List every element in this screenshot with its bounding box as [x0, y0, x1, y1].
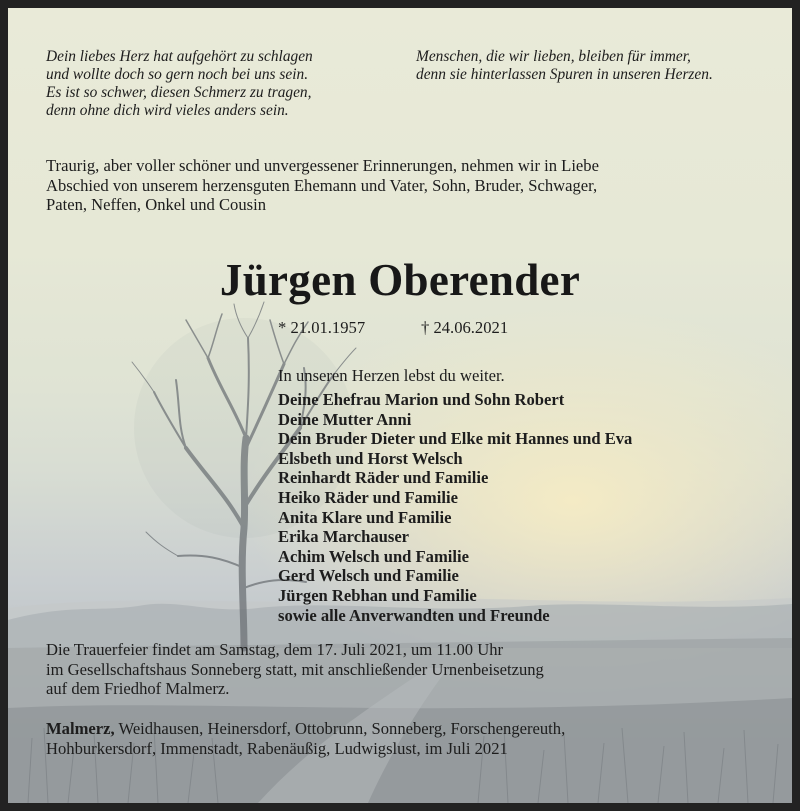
intro-text	[46, 156, 766, 215]
poem-left	[46, 48, 313, 120]
funeral-service-info	[46, 640, 544, 699]
service-line: im Gesellschaftshaus Sonneberg statt, mit anschließender Urnenbeisetzung	[46, 659, 544, 679]
poem-left-line: denn ohne dich wird vieles anders sein.	[46, 102, 289, 119]
poem-left-line: Es ist so schwer, diesen Schmerz zu tragen,	[46, 84, 312, 101]
poem-left-line: und wollte doch so gern noch bei uns sein.	[46, 66, 309, 83]
intro-line: Traurig, aber voller schöner und unvergessener Erinnerungen, nehmen wir in Liebe	[46, 156, 599, 175]
mourner-entry: Reinhardt Räder und Familie	[278, 468, 489, 488]
service-line: auf dem Friedhof Malmerz.	[46, 679, 230, 698]
poem-right-line: denn sie hinterlassen Spuren in unseren Herzen.	[416, 66, 713, 83]
places-and-date	[46, 719, 565, 758]
deceased-name: Jürgen Oberender	[219, 255, 581, 305]
mourner-entry: Achim Welsch und Familie	[278, 546, 469, 566]
death-date: † 24.06.2021	[421, 318, 509, 337]
places-line-1	[46, 719, 565, 739]
intro-line: Abschied von unserem herzensguten Ehemann und Vater, Sohn, Bruder, Schwager,	[46, 175, 598, 195]
birth-date: * 21.01.1957	[278, 318, 366, 337]
poem-right-line: Menschen, die wir lieben, bleiben für immer,	[416, 48, 691, 65]
service-line: Die Trauerfeier findet am Samstag, dem 17. Juli 2021, um 11.00 Uhr	[46, 640, 504, 659]
closing-line: In unseren Herzen lebst du weiter.	[278, 366, 505, 385]
mourner-entry: Dein Bruder Dieter und Elke mit Hannes und Eva	[278, 429, 633, 449]
places-bold-town: Malmerz,	[46, 719, 115, 738]
mourner-entry: Deine Mutter Anni	[278, 409, 412, 429]
mourners-list	[278, 390, 632, 625]
places-line-1-rest: Weidhausen, Heinersdorf, Ottobrunn, Sonneberg, Forschengereuth,	[114, 719, 566, 738]
mourner-entry: Jürgen Rebhan und Familie	[278, 585, 477, 605]
mourner-entry: Heiko Räder und Familie	[278, 487, 458, 507]
mourner-entry: Elsbeth und Horst Welsch	[278, 448, 463, 468]
mourner-entry: Anita Klare und Familie	[278, 507, 452, 527]
obituary-notice	[8, 8, 792, 803]
intro-line: Paten, Neffen, Onkel und Cousin	[46, 195, 266, 214]
mourner-entry: Erika Marchauser	[278, 527, 410, 547]
mourner-entry: sowie alle Anverwandten und Freunde	[278, 605, 550, 625]
poem-right	[416, 48, 713, 84]
mourner-entry: Gerd Welsch und Familie	[278, 566, 459, 586]
places-line-2: Hohburkersdorf, Immenstadt, Rabenäußig, Ludwigslust, im Juli 2021	[46, 738, 508, 758]
mourner-entry: Deine Ehefrau Marion und Sohn Robert	[278, 390, 565, 409]
poem-left-line: Dein liebes Herz hat aufgehört zu schlagen	[46, 48, 313, 65]
